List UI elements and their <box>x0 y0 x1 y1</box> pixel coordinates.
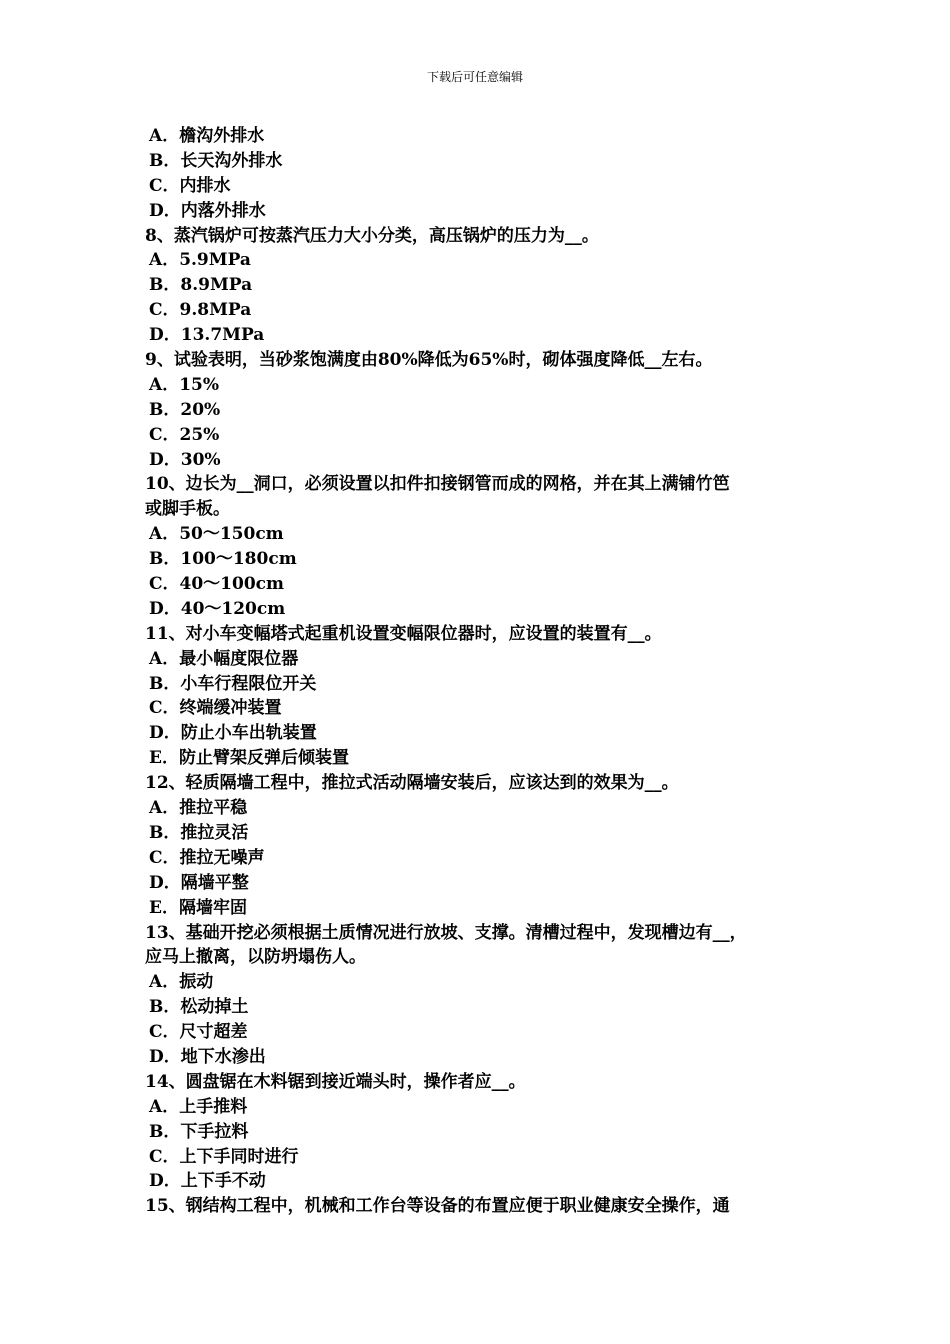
question-text: 15、钢结构工程中，机械和工作台等设备的布置应便于职业健康安全操作，通 <box>145 1196 730 1217</box>
question-list <box>145 124 825 1219</box>
answer-option: C．25% <box>149 424 220 445</box>
answer-option: C．终端缓冲装置 <box>149 698 282 719</box>
answer-option: B．长天沟外排水 <box>149 150 283 171</box>
question-text: 14、圆盘锯在木料锯到接近端头时，操作者应__。 <box>145 1071 526 1092</box>
answer-option: A．50～150cm <box>149 524 284 545</box>
question-text: 或脚手板。 <box>145 499 230 520</box>
answer-option: C．9.8MPa <box>149 300 252 321</box>
answer-option: E．隔墙牢固 <box>149 897 247 918</box>
answer-option: A．上手推料 <box>149 1096 248 1117</box>
answer-option: C．内排水 <box>149 175 231 196</box>
answer-option: D．30% <box>149 449 221 470</box>
question-text: 9、试验表明，当砂浆饱满度由80%降低为65%时，砌体强度降低__左右。 <box>145 350 713 371</box>
answer-option: C．尺寸超差 <box>149 1022 248 1043</box>
answer-option: A．5.9MPa <box>149 250 251 271</box>
question-text: 应马上撤离，以防坍塌伤人。 <box>145 947 366 968</box>
answer-option: D．40～120cm <box>149 598 286 619</box>
answer-option: D．上下手不动 <box>149 1171 266 1192</box>
answer-option: B．8.9MPa <box>149 275 253 296</box>
answer-option: B．松动掉土 <box>149 997 249 1018</box>
question-text: 8、蒸汽锅炉可按蒸汽压力大小分类，高压锅炉的压力为__。 <box>145 225 599 246</box>
answer-option: B．下手拉料 <box>149 1121 249 1142</box>
answer-option: E．防止臂架反弹后倾装置 <box>149 748 349 769</box>
question-text: 10、边长为__洞口，必须设置以扣件扣接钢管而成的网格，并在其上满铺竹笆 <box>145 474 730 495</box>
answer-option: A．振动 <box>149 972 214 993</box>
answer-option: B．推拉灵活 <box>149 822 249 843</box>
page-header: 下载后可任意编辑 <box>426 70 523 84</box>
answer-option: C．40～100cm <box>149 574 285 595</box>
answer-option: D．内落外排水 <box>149 200 266 221</box>
answer-option: C．推拉无噪声 <box>149 847 265 868</box>
answer-option: A．最小幅度限位器 <box>149 648 299 669</box>
question-text: 11、对小车变幅塔式起重机设置变幅限位器时，应设置的装置有__。 <box>145 623 662 644</box>
answer-option: B．20% <box>149 399 221 420</box>
answer-option: D．地下水渗出 <box>149 1046 266 1067</box>
answer-option: D．防止小车出轨装置 <box>149 723 317 744</box>
answer-option: A．15% <box>149 374 220 395</box>
answer-option: A．推拉平稳 <box>149 798 248 819</box>
question-text: 12、轻质隔墙工程中，推拉式活动隔墙安装后，应该达到的效果为__。 <box>145 773 679 794</box>
answer-option: D．隔墙平整 <box>149 872 249 893</box>
answer-option: B．100～180cm <box>149 549 297 570</box>
answer-option: A．檐沟外排水 <box>149 126 265 146</box>
answer-option: C．上下手同时进行 <box>149 1146 299 1167</box>
answer-option: D．13.7MPa <box>149 325 265 346</box>
answer-option: B．小车行程限位开关 <box>149 673 317 694</box>
question-text: 13、基础开挖必须根据土质情况进行放坡、支撑。清槽过程中，发现槽边有__， <box>145 922 747 943</box>
